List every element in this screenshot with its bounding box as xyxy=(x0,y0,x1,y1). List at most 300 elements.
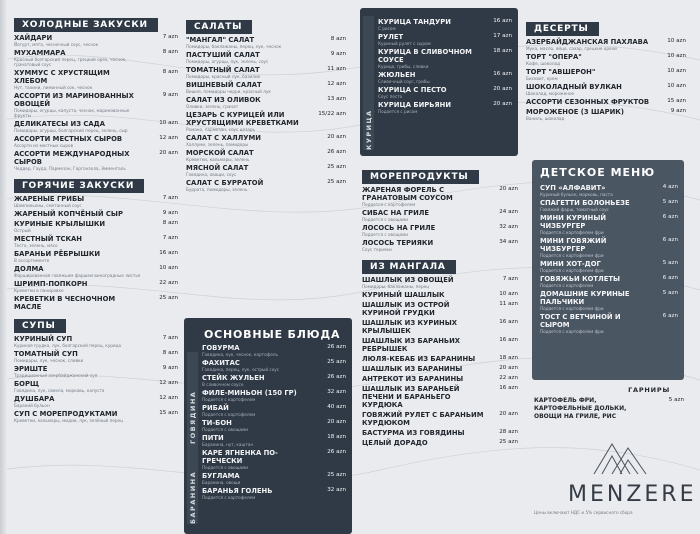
menu-item-description: Фаршированная говяжьим фаршем виноградные листья xyxy=(14,273,141,278)
menu-item-price: 16 azn xyxy=(499,319,518,325)
menu-item xyxy=(378,86,512,99)
menu-item-name: КРЕВЕТКИ В ЧЕСНОЧНОМ МАСЛЕ xyxy=(14,295,116,311)
menu-item xyxy=(186,164,346,177)
menu-item-name: МИНИ ГОВЯЖИЙ ЧИЗБУРГЕР xyxy=(540,237,607,253)
menu-item-name: ПИТИ xyxy=(202,434,224,442)
menu-item-description: Красный болгарский перец, грецкий орех, чеснок, гранатовый соус xyxy=(14,57,127,67)
menu-item-description: Креветки в панировке xyxy=(14,288,64,293)
menu-item xyxy=(362,186,518,207)
menu-item-name: ЦЕЗАРЬ С КУРИЦЕЙ ИЛИ ХРУСТЯЩИМИ КРЕВЕТКАМИ xyxy=(186,111,299,127)
menu-item-description: Подается с картофелем xyxy=(202,495,256,500)
menu-item-description: С рисом xyxy=(378,26,396,31)
menu-item-price: 18 azn xyxy=(493,48,512,54)
menu-item-description: Помидоры, баклажаны, перец, лук, чеснок xyxy=(186,44,282,49)
menu-item-price: 20 azn xyxy=(499,365,518,371)
menu-item xyxy=(14,250,178,263)
menu-item-name: ПАСТУШИЙ САЛАТ xyxy=(186,51,260,59)
menu-item xyxy=(14,150,178,171)
menu-item xyxy=(362,291,518,299)
menu-item-name: БАРАНЬИ РЁБРЫШКИ xyxy=(14,250,101,258)
menu-item-name: АССОРТИ МЕСТНЫХ СЫРОВ xyxy=(14,135,123,143)
menu-item-description: Йогурт, мята, чесночный соус, чеснок xyxy=(14,42,99,47)
menu-item-price: 8 azn xyxy=(162,220,178,226)
menu-item xyxy=(362,429,518,437)
menu-item xyxy=(526,83,686,96)
menu-item xyxy=(362,355,518,363)
menu-item xyxy=(14,280,178,293)
menu-item-price: 20 azn xyxy=(493,86,512,92)
menu-item-name: ТОСТ С ВЕТЧИНОЙ И СЫРОМ xyxy=(540,313,621,329)
menu-item-description: Романо, пармезан, соус цезарь xyxy=(186,127,255,132)
menu-item xyxy=(202,344,346,357)
menu-item-price: 7 azn xyxy=(162,195,178,201)
garnish-title: ГАРНИРЫ xyxy=(628,386,670,394)
menu-item-price: 26 azn xyxy=(327,374,346,380)
menu-item-description: Говяжий фарш, томатный соус xyxy=(540,207,609,212)
menu-item-name: КУРИЦА В СЛИВОЧНОМ СОУСЕ xyxy=(378,48,472,64)
menu-item xyxy=(14,265,178,278)
menu-item-price: 10 azn xyxy=(159,120,178,126)
menu-item xyxy=(540,290,678,311)
section-title-kids: ДЕТСКОЕ МЕНЮ xyxy=(540,166,656,179)
menu-item-name: ФИЛЕ-МИНЬОН (150 ГР) xyxy=(202,389,297,397)
menu-item-price: 15/22 azn xyxy=(318,111,346,117)
menu-item-description: Говядина, лук, чеснок, картофель xyxy=(202,352,278,357)
menu-item-price: 20 azn xyxy=(159,150,178,156)
mains-panel xyxy=(184,318,352,534)
menu-item-name: АССОРТИ СЕЗОННЫХ ФРУКТОВ xyxy=(526,98,650,106)
menu-item-name: АНТРЕКОТ ИЗ БАРАНИНЫ xyxy=(362,375,464,383)
menu-item-description: Говядина, перец, лук, острый соус xyxy=(202,367,280,372)
menu-item-name: БУГЛАМА xyxy=(202,472,240,480)
menu-item-price: 26 azn xyxy=(327,344,346,350)
menu-item xyxy=(14,195,178,208)
menu-item-name: МОРСКОЙ САЛАТ xyxy=(186,149,254,157)
menu-item-name: ХУММУС С ХРУСТЯЩИМ ХЛЕБОМ xyxy=(14,69,110,85)
section-title-hot: ГОРЯЧИЕ ЗАКУСКИ xyxy=(14,179,144,193)
menu-item-price: 6 azn xyxy=(662,214,678,220)
menu-item-price: 8 azn xyxy=(162,49,178,55)
menu-item xyxy=(202,472,346,485)
menu-item-description: Подается с картофелем xyxy=(540,283,594,288)
menu-item xyxy=(14,335,178,348)
menu-item-name: АССОРТИ ИЗ МАРИНОВАННЫХ ОВОЩЕЙ xyxy=(14,92,134,108)
menu-item-price: 17 azn xyxy=(493,33,512,39)
menu-item xyxy=(202,419,346,432)
menu-item xyxy=(202,434,346,447)
menu-item-price: 10 azn xyxy=(159,265,178,271)
menu-item-name: ЛОСОСЬ НА ГРИЛЕ xyxy=(362,224,436,232)
menu-item-name: СТЕЙК ЖУЛЬЕН xyxy=(202,374,265,382)
menu-item xyxy=(362,209,518,222)
brand-name: MENZERE xyxy=(568,482,697,507)
menu-item-name: СУП «АЛФАВИТ» xyxy=(540,184,606,192)
menu-item-name: ЖАРЕНЫЕ ГРИБЫ xyxy=(14,195,85,203)
column-4 xyxy=(526,16,686,123)
menu-item xyxy=(540,260,678,273)
menu-item-name: БАСТУРМА ИЗ ГОВЯДИНЫ xyxy=(362,429,465,437)
menu-item-price: 25 azn xyxy=(327,359,346,365)
menu-item-name: ЖАРЕНАЯ ФОРЕЛЬ С ГРАНАТОВЫМ СОУСОМ xyxy=(362,186,453,202)
menu-item xyxy=(540,313,678,334)
menu-item xyxy=(202,374,346,387)
menu-item-description: Помидоры, лук, чеснок, сливки xyxy=(14,358,84,363)
menu-item-price: 6 azn xyxy=(662,313,678,319)
menu-item-name: ЛЮЛЯ-КЕБАБ ИЗ БАРАНИНЫ xyxy=(362,355,476,363)
menu-item xyxy=(526,38,686,51)
menu-item-price: 10 azn xyxy=(667,83,686,89)
menu-item-price: 25 azn xyxy=(159,295,178,301)
menu-item-name: КАРЕ ЯГНЕНКА ПО-ГРЕЧЕСКИ xyxy=(202,449,278,465)
menu-item-price: 25 azn xyxy=(327,472,346,478)
section-title-desserts: ДЕСЕРТЫ xyxy=(526,22,599,36)
page-edge-shadow xyxy=(0,0,7,534)
menu-item-description: Ваниль, шоколад xyxy=(526,116,565,121)
menu-item-price: 9 azn xyxy=(162,210,178,216)
menu-item-price: 12 azn xyxy=(327,81,346,87)
menu-item-name: ЖЮЛЬЕН xyxy=(378,71,416,79)
menu-item-description: Бараний бульон xyxy=(14,403,50,408)
menu-item xyxy=(186,36,346,49)
menu-item-name: ЦЕЛЫЙ ДОРАДО xyxy=(362,439,428,447)
menu-item-description: Подается с картофелем фри xyxy=(540,253,604,258)
menu-item-price: 22 azn xyxy=(159,280,178,286)
menu-item-description: Ассорти из местных сыров xyxy=(14,143,74,148)
menu-item xyxy=(14,210,178,218)
menu-item xyxy=(540,237,678,258)
menu-item-description: Баранина, овощи xyxy=(202,480,241,485)
menu-item-price: 7 azn xyxy=(162,335,178,341)
menu-item xyxy=(526,53,686,66)
menu-item-description: Вишня, помидоры черри, красный лук xyxy=(186,89,271,94)
section-title-soups: СУПЫ xyxy=(14,319,66,333)
menu-item-price: 34 azn xyxy=(499,239,518,245)
garnish-row xyxy=(534,397,684,421)
menu-item-description: Подается с овощами xyxy=(362,217,408,222)
menu-item-description: Подается с картофелем xyxy=(202,412,256,417)
menu-item xyxy=(526,108,686,121)
menu-item-name: ФАХИТАС xyxy=(202,359,240,367)
menu-item-name: ШАШЛЫК ИЗ БАРАНЬЕЙ ПЕЧЕНИ И БАРАНЬЕГО КУРДЮКА xyxy=(362,385,460,409)
menu-item-price: 22 azn xyxy=(499,375,518,381)
menu-item-description: Шоколад, мороженое xyxy=(526,91,575,96)
menu-item xyxy=(526,68,686,81)
menu-item-price: 7 azn xyxy=(162,235,178,241)
menu-item-name: МУХАММАРА xyxy=(14,49,66,57)
chicken-panel xyxy=(360,8,518,156)
column-2 xyxy=(186,14,346,194)
menu-item-name: ДЕЛИКАТЕСЫ ИЗ САДА xyxy=(14,120,105,128)
menu-item-price: 6 azn xyxy=(662,237,678,243)
menu-item-name: МЯСНОЙ САЛАТ xyxy=(186,164,249,172)
menu-item-description: Подается с рисом xyxy=(378,109,418,114)
menu-item xyxy=(14,34,178,47)
menu-item-name: БАРАНЬЯ ГОЛЕНЬ xyxy=(202,487,273,495)
menu-item xyxy=(186,81,346,94)
column-3 xyxy=(362,164,518,449)
menu-item-name: ШРИМП-ПОПКОРН xyxy=(14,280,88,288)
menu-item-name: САЛАТ С БУРРАТОЙ xyxy=(186,179,264,187)
menu-item xyxy=(378,33,512,46)
section-title-seafood: МОРЕПРОДУКТЫ xyxy=(362,170,479,184)
menu-item-name: ТОРТ "АВШЕРОН" xyxy=(526,68,596,76)
mains-list xyxy=(202,344,346,502)
menu-item-price: 8 azn xyxy=(330,36,346,42)
menu-item-description: Подается с картофелем фри xyxy=(540,230,604,235)
section-title-grill: ИЗ МАНГАЛА xyxy=(362,260,456,274)
menu-item-price: 4 azn xyxy=(662,184,678,190)
menu-item-name: КУРИЦА С ПЕСТО xyxy=(378,86,447,94)
chicken-label: КУРИЦА xyxy=(365,109,373,150)
menu-item xyxy=(14,395,178,408)
menu-item-description: Говядина, лук, свекла, морковь, капуста xyxy=(14,388,105,393)
grill-list xyxy=(362,276,518,447)
menu-item-name: МОРОЖЕНОЕ (3 ШАРИК) xyxy=(526,108,624,116)
menu-item-description: Помидоры, огурцы, лук, зелень, соус xyxy=(186,59,269,64)
menu-item-price: 20 azn xyxy=(499,186,518,192)
menu-item-price: 16 azn xyxy=(499,385,518,391)
menu-item-description: Куриный рулет с сыром xyxy=(378,41,431,46)
menu-item-price: 5 azn xyxy=(662,199,678,205)
menu-item-description: Сливочный соус, грибы xyxy=(378,79,430,84)
menu-item-description: Подается с картофелем xyxy=(362,202,416,207)
menu-item-name: САЛАТ С ХАЛЛУМИ xyxy=(186,134,261,142)
menu-item xyxy=(186,96,346,109)
menu-item-price: 16 azn xyxy=(493,18,512,24)
kids-list xyxy=(540,184,678,336)
menu-item-price: 9 azn xyxy=(162,365,178,371)
menu-item-name: РИБАЙ xyxy=(202,404,229,412)
menu-item-name: БОРЩ xyxy=(14,380,39,388)
menu-item xyxy=(378,101,512,114)
menu-item-price: 20 azn xyxy=(493,101,512,107)
menu-item-description: Подается с овощами xyxy=(202,427,248,432)
menu-item-price: 5 azn xyxy=(662,290,678,296)
menu-item-price: 7 azn xyxy=(502,276,518,282)
menu-item-price: 10 azn xyxy=(667,68,686,74)
menu-item-name: ТИ-БОН xyxy=(202,419,232,427)
menu-item xyxy=(362,301,518,317)
menu-item-name: СПАГЕТТИ БОЛОНЬЕЗЕ xyxy=(540,199,630,207)
menu-item-price: 18 azn xyxy=(327,434,346,440)
menu-item-price: 16 azn xyxy=(499,337,518,343)
menu-item-description: Традиционный азербайджанский суп xyxy=(14,373,98,378)
menu-item xyxy=(540,275,678,288)
menu-item-name: СУП С МОРЕПРОДУКТАМИ xyxy=(14,410,118,418)
menu-item-price: 16 azn xyxy=(159,250,178,256)
menu-item-price: 5 azn xyxy=(662,260,678,266)
garnish-block xyxy=(534,386,684,421)
menu-item-price: 25 azn xyxy=(327,164,346,170)
menu-item-price: 26 azn xyxy=(327,449,346,455)
menu-item xyxy=(362,337,518,353)
menu-item xyxy=(14,49,178,67)
menu-item-price: 26 azn xyxy=(327,149,346,155)
menu-item-name: КУРИЦА ТАНДУРИ xyxy=(378,18,451,26)
menu-item-description: Подается с картофелем фри xyxy=(540,329,604,334)
menu-item-price: 32 azn xyxy=(499,224,518,230)
desserts-list xyxy=(526,38,686,121)
kids-panel xyxy=(532,160,684,380)
menu-item-name: МИНИ ХОТ-ДОГ xyxy=(540,260,601,268)
menu-item-description: Баранина, нут, каштан xyxy=(202,442,254,447)
section-title-cold: ХОЛОДНЫЕ ЗАКУСКИ xyxy=(14,18,158,32)
menu-item xyxy=(14,365,178,378)
menu-item-name: КУРИНЫЙ СУП xyxy=(14,335,73,343)
menu-item-description: Говядина, овощи, соус xyxy=(186,172,237,177)
section-title-salads: САЛАТЫ xyxy=(186,20,252,34)
column-1 xyxy=(14,12,178,425)
menu-item-description: Нут, тахини, лимонный сок, чеснок xyxy=(14,85,93,90)
menu-item-description: Помидоры, баклажаны, перец xyxy=(362,284,430,289)
menu-item-description: Курица, грибы, сливки xyxy=(378,64,429,69)
menu-item xyxy=(14,92,178,118)
menu-item-price: 16 azn xyxy=(493,71,512,77)
menu-item-name: ГОВУРМА xyxy=(202,344,240,352)
menu-item-description: Подается с картофелем фри xyxy=(540,306,604,311)
menu-item xyxy=(14,410,178,423)
menu-item-description: Подается с овощами xyxy=(202,465,248,470)
menu-item-description: Подается с овощами xyxy=(362,232,408,237)
menu-item-name: МЕСТНЫЙ ТСКАН xyxy=(14,235,82,243)
menu-item-name: ДОМАШНИЕ КУРИНЫЕ ПАЛЬЧИКИ xyxy=(540,290,630,306)
seafood-list xyxy=(362,186,518,252)
menu-item-name: ТОРТ "ОПЕРА" xyxy=(526,53,582,61)
menu-item xyxy=(362,385,518,409)
salads-list xyxy=(186,36,346,192)
menu-item-description: В сливочном соусе xyxy=(202,382,244,387)
menu-item-description: Помидоры, огурцы, капуста, чеснок, маринованные фрукты xyxy=(14,108,130,118)
garnish-price: 5 azn xyxy=(668,397,684,403)
menu-item-price: 6 azn xyxy=(662,275,678,281)
menu-item-description: Помидоры, красный лук, базилик xyxy=(186,74,261,79)
menu-item-name: ДУШБАРА xyxy=(14,395,55,403)
cold-list xyxy=(14,34,178,171)
soups-list xyxy=(14,335,178,423)
menu-item-price: 9 azn xyxy=(162,92,178,98)
menu-item-name: "МАНГАЛ" САЛАТ xyxy=(186,36,255,44)
menu-item-description: Бисквит, крем xyxy=(526,76,558,81)
menu-item-description: Креветки, кальмары, мидии, лук, зелёный перец xyxy=(14,418,123,423)
menu-item-price: 10 azn xyxy=(667,53,686,59)
menu-item-price: 15 azn xyxy=(159,410,178,416)
menu-item-description: Мука, масло, яйцо, сахар, грецкие орехи xyxy=(526,46,617,51)
menu-item-name: ШАШЛЫК ИЗ БАРАНЬИХ РЕБРЫШЕК xyxy=(362,337,461,353)
menu-item xyxy=(14,380,178,393)
menu-item-name: КУРИЦА БИРЬЯНИ xyxy=(378,101,452,109)
menu-item xyxy=(186,66,346,79)
menu-item-name: ШАШЛЫК ИЗ БАРАНИНЫ xyxy=(362,365,463,373)
menu-item-name: ШОКОЛАДНЫЙ ВУЛКАН xyxy=(526,83,622,91)
menu-item-name: АССОРТИ МЕЖДУНАРОДНЫХ СЫРОВ xyxy=(14,150,130,166)
menu-item xyxy=(362,375,518,383)
menu-item xyxy=(202,389,346,402)
menu-item-price: 24 azn xyxy=(499,209,518,215)
menu-item-description: Креветки, кальмары, зелень xyxy=(186,157,250,162)
menu-item xyxy=(378,18,512,31)
menu-item-price: 28 azn xyxy=(499,429,518,435)
section-title-mains: ОСНОВНЫЕ БЛЮДА xyxy=(204,328,341,341)
menu-item-name: САЛАТ ИЗ ОЛИВОК xyxy=(186,96,261,104)
mountain-logo-icon xyxy=(590,436,650,476)
footnote: Цены включают НДС и 5% сервисного сбора xyxy=(534,510,633,515)
menu-item-description: Куриный бульон, морковь, паста xyxy=(540,192,613,197)
garnish-text: КАРТОФЕЛЬ ФРИ, КАРТОФЕЛЬНЫЕ ДОЛЬКИ, ОВОЩИ НА ГРИЛЕ, РИС xyxy=(534,397,627,420)
menu-item xyxy=(202,487,346,500)
menu-item-name: КУРИНЫЙ ШАШЛЫК xyxy=(362,291,445,299)
menu-item-price: 25 azn xyxy=(499,439,518,445)
menu-item-price: 40 azn xyxy=(327,404,346,410)
menu-item xyxy=(540,199,678,212)
menu-item xyxy=(14,120,178,133)
menu-item-price: 15 azn xyxy=(667,98,686,104)
menu-item-name: ШАШЛЫК ИЗ ОСТРОЙ КУРИНОЙ ГРУДКИ xyxy=(362,301,450,317)
menu-item xyxy=(362,365,518,373)
menu-item xyxy=(540,214,678,235)
menu-item-price: 13 azn xyxy=(327,96,346,102)
menu-item-name: ТОМАТНЫЙ САЛАТ xyxy=(186,66,260,74)
menu-item xyxy=(202,449,346,470)
menu-item-description: Куриная грудка, лук, болгарский перец, курица xyxy=(14,343,122,348)
menu-item-price: 8 azn xyxy=(162,350,178,356)
menu-item-name: СИБАС НА ГРИЛЕ xyxy=(362,209,430,217)
menu-item-description: Тесто, зелень, мясо xyxy=(14,243,58,248)
menu-item-name: АЗЕРБАЙДЖАНСКАЯ ПАХЛАВА xyxy=(526,38,649,46)
menu-item-name: КУРИНЫЕ КРЫЛЫШКИ xyxy=(14,220,106,228)
menu-item xyxy=(540,184,678,197)
menu-item xyxy=(14,135,178,148)
menu-item-description: Халлуми, зелень, помидоры xyxy=(186,142,249,147)
menu-item-name: ЛОСОСЬ ТЕРИЯКИ xyxy=(362,239,434,247)
menu-item-price: 11 azn xyxy=(327,66,346,72)
menu-item-description: Помидоры, огурцы, болгарский перец, зелень, сыр xyxy=(14,128,128,133)
menu-item-name: ХАЙДАРИ xyxy=(14,34,53,42)
menu-item-name: ШАШЛЫК ИЗ ОВОЩЕЙ xyxy=(362,276,454,284)
chicken-list xyxy=(378,18,512,116)
menu-item-price: 32 azn xyxy=(327,487,346,493)
menu-item-name: ШАШЛЫК ИЗ КУРИНЫХ КРЫЛЫШЕК xyxy=(362,319,457,335)
menu-item-name: ДОЛМА xyxy=(14,265,44,273)
menu-item-description: Оливки, зелень, гранат xyxy=(186,104,239,109)
menu-item xyxy=(362,276,518,289)
menu-item-name: ТОМАТНЫЙ СУП xyxy=(14,350,78,358)
menu-item-price: 20 azn xyxy=(327,134,346,140)
menu-item xyxy=(362,239,518,252)
menu-item xyxy=(186,149,346,162)
menu-item-name: РУЛЕТ xyxy=(378,33,404,41)
menu-item xyxy=(202,404,346,417)
menu-item-description: Чеддер, Гауда, Пармезан, Горгонзола, Эмменталь xyxy=(14,166,126,171)
menu-item-description: Подается с картофелем xyxy=(202,397,256,402)
menu-item-description: Соус терияки xyxy=(362,247,392,252)
menu-item-price: 9 azn xyxy=(670,108,686,114)
menu-item-name: ЖАРЕНЫЙ КОПЧЁНЫЙ СЫР xyxy=(14,210,123,218)
menu-item-price: 10 azn xyxy=(499,291,518,297)
lamb-label: БАРАНИНА xyxy=(189,470,197,524)
menu-item-price: 12 azn xyxy=(159,135,178,141)
menu-item xyxy=(362,411,518,427)
menu-item xyxy=(378,71,512,84)
menu-item-name: ГОВЯЖИЙ РУЛЕТ С БАРАНЬИМ КУРДЮКОМ xyxy=(362,411,484,427)
menu-item-name: ВИШНЕВЫЙ САЛАТ xyxy=(186,81,262,89)
menu-item-price: 32 azn xyxy=(327,389,346,395)
menu-item-description: Соус песто xyxy=(378,94,403,99)
menu-item xyxy=(378,48,512,69)
menu-item xyxy=(14,295,178,311)
menu-item-price: 9 azn xyxy=(330,51,346,57)
menu-item-price: 25 azn xyxy=(327,179,346,185)
menu-item-price: 12 azn xyxy=(159,380,178,386)
